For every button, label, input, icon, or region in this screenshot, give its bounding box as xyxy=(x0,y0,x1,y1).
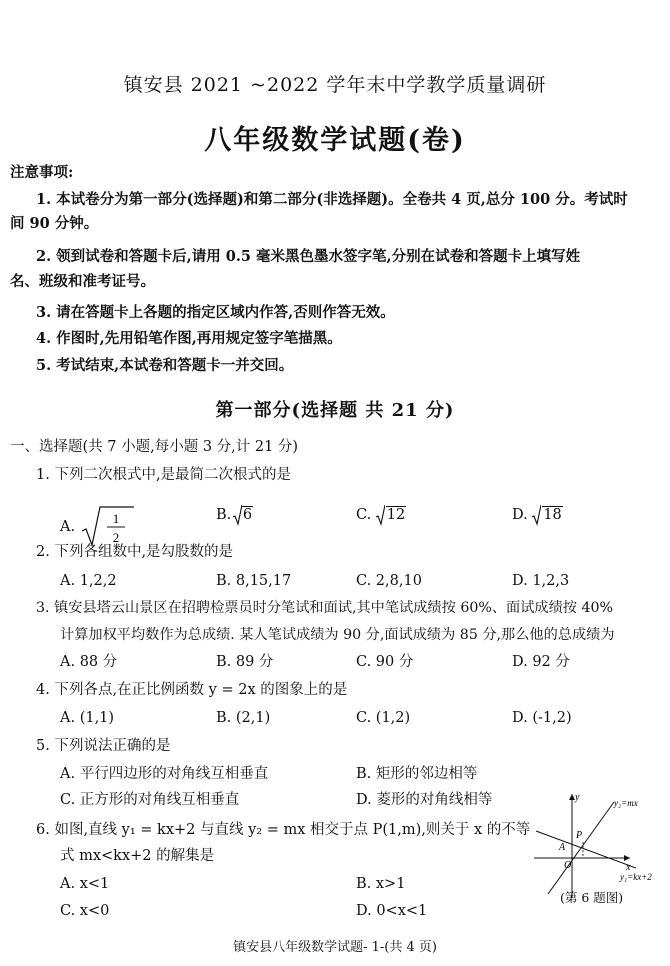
option-a-prefix: A. xyxy=(60,519,76,535)
question-4-option-c: C. (1,2) xyxy=(356,710,411,726)
sqrt-sign-icon xyxy=(375,504,385,526)
label-p: P xyxy=(576,830,583,841)
exam-title: 镇安县 2021 ~2022 学年末中学教学质量调研 xyxy=(123,74,547,96)
question-5-option-b: B. 矩形的邻边相等 xyxy=(356,766,478,782)
question-6-stem: 6. 如图,直线 y₁ = kx+2 与直线 y₂ = mx 相交于点 P(1,m),则关于 x 的不等 xyxy=(36,822,531,838)
exam-subtitle: 八年级数学试题(卷) xyxy=(204,125,466,156)
question-6-option-a: A. x<1 xyxy=(60,876,110,892)
notes-heading: 注意事项: xyxy=(10,164,74,181)
option-b-prefix: B. xyxy=(216,507,232,523)
figure-caption: (第 6 题图) xyxy=(560,890,624,905)
option-d-radicand: 18 xyxy=(543,507,562,523)
question-6-option-c: C. x<0 xyxy=(60,903,110,919)
question-4-option-b: B. (2,1) xyxy=(216,710,271,726)
line-y1 xyxy=(536,831,636,868)
note-line: 3. 请在答题卡上各题的指定区域内作答,否则作答无效。 xyxy=(36,304,395,321)
question-6-option-b: B. x>1 xyxy=(356,876,406,892)
note-line: 5. 考试结束,本试卷和答题卡一并交回。 xyxy=(36,357,294,374)
question-3-stem: 计算加权平均数作为总成绩. 某人笔试成绩为 90 分,面试成绩为 85 分,那么他的总成绩为 xyxy=(60,627,615,643)
note-line: 名、班级和准考证号。 xyxy=(10,273,155,290)
label-o: O xyxy=(564,860,572,871)
option-b-radicand: 6 xyxy=(242,507,253,523)
question-3-option-b: B. 89 分 xyxy=(216,654,274,670)
note-line: 4. 作图时,先用铅笔作图,再用规定签字笔描黑。 xyxy=(36,330,342,347)
question-3-option-d: D. 92 分 xyxy=(512,654,570,670)
page-footer: 镇安县八年级数学试题- 1-(共 4 页) xyxy=(233,940,437,955)
option-a-denominator: 2 xyxy=(112,530,119,545)
part-one-title: 第一部分(选择题 共 21 分) xyxy=(215,400,455,421)
question-6-stem: 式 mx<kx+2 的解集是 xyxy=(60,848,215,864)
question-3-option-a: A. 88 分 xyxy=(60,654,118,670)
question-4-option-a: A. (1,1) xyxy=(60,710,115,726)
option-d-prefix: D. xyxy=(512,507,528,523)
question-5-option-c: C. 正方形的对角线互相垂直 xyxy=(60,792,240,808)
option-a-numerator: 1 xyxy=(112,511,119,526)
question-2-option-c: C. 2,8,10 xyxy=(356,573,422,589)
question-4-stem: 4. 下列各点,在正比例函数 y = 2x 的图象上的是 xyxy=(36,682,348,698)
note-line: 间 90 分钟。 xyxy=(10,215,99,232)
question-5-stem: 5. 下列说法正确的是 xyxy=(36,738,171,754)
question-2-option-a: A. 1,2,2 xyxy=(60,573,117,589)
label-x: x xyxy=(626,862,631,873)
question-5-option-a: A. 平行四边形的对角线互相垂直 xyxy=(60,766,269,782)
question-2-option-d: D. 1,2,3 xyxy=(512,573,570,589)
label-y1: y₁=kx+2 xyxy=(620,872,652,882)
question-5-option-d: D. 菱形的对角线相等 xyxy=(356,792,493,808)
question-2-option-b: B. 8,15,17 xyxy=(216,573,292,589)
label-y2: y₂=mx xyxy=(614,798,638,808)
label-y: y xyxy=(575,792,580,803)
question-6-option-d: D. 0<x<1 xyxy=(356,903,428,919)
label-a: A xyxy=(559,842,566,853)
note-line: 1. 本试卷分为第一部分(选择题)和第二部分(非选择题)。全卷共 4 页,总分 100 分。考试时 xyxy=(36,191,628,208)
question-2-stem: 2. 下列各组数中,是勾股数的是 xyxy=(36,544,234,560)
x-axis-arrow-icon xyxy=(624,855,630,861)
sqrt-sign-icon xyxy=(531,504,541,526)
option-c-prefix: C. xyxy=(356,507,372,523)
note-line: 2. 领到试卷和答题卡后,请用 0.5 毫米黑色墨水签字笔,分别在试卷和答题卡上填写姓 xyxy=(36,248,581,265)
question-3-option-c: C. 90 分 xyxy=(356,654,414,670)
section-heading: 一、选择题(共 7 小题,每小题 3 分,计 21 分) xyxy=(10,439,299,455)
option-c-radicand: 12 xyxy=(386,507,406,523)
question-1-stem: 1. 下列二次根式中,是最简二次根式的是 xyxy=(36,467,292,483)
question-4-option-d: D. (-1,2) xyxy=(512,710,572,726)
question-3-stem: 3. 镇安县塔云山景区在招聘检票员时分笔试和面试,其中笔试成绩按 60%、面试成绩按 40% xyxy=(36,600,614,616)
sqrt-sign-icon xyxy=(232,504,242,526)
